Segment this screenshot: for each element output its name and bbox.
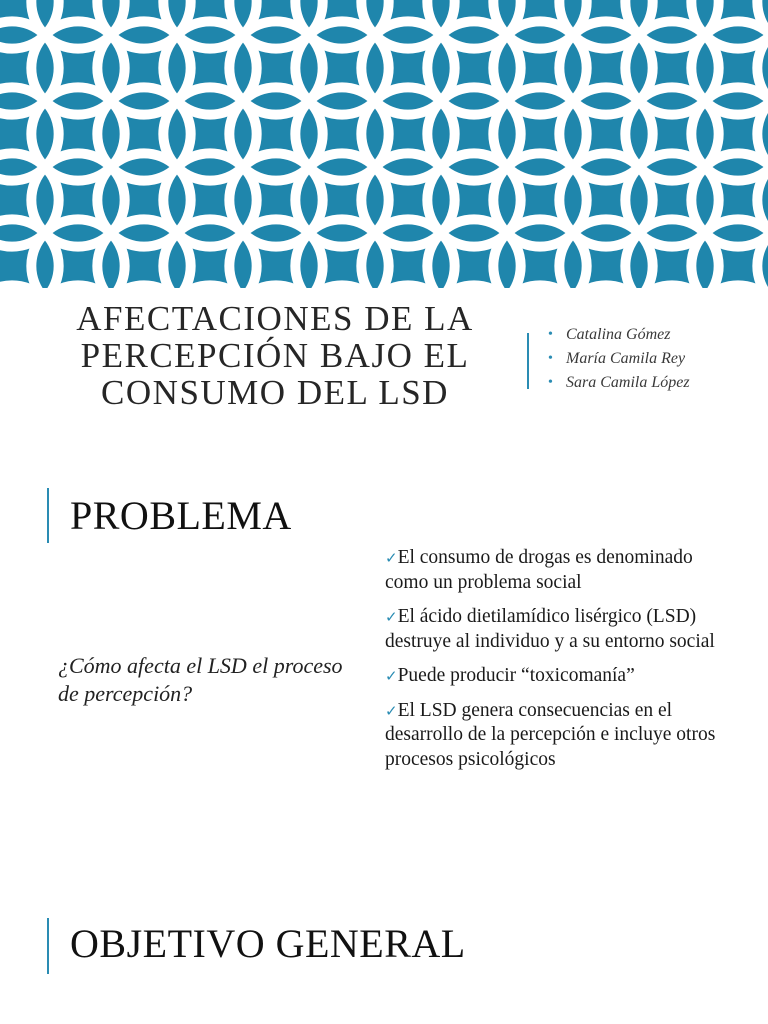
problema-heading: PROBLEMA	[70, 493, 292, 538]
check-mark-icon: ✓	[385, 608, 398, 626]
bullet-dot-icon: •	[548, 375, 553, 390]
author-item: • Sara Camila López	[548, 371, 690, 395]
author-item: • Catalina Gómez	[548, 323, 690, 347]
problema-heading-accent	[47, 488, 49, 543]
check-mark-icon: ✓	[385, 701, 398, 720]
problem-point: ✓Puede producir “toxicomanía”	[385, 665, 635, 686]
problem-point: ✓El consumo de drogas es denominado como un problema social	[385, 547, 693, 593]
title-divider	[527, 333, 529, 389]
problem-point: ✓El ácido dietilamídico lisérgico (LSD) destruye al individuo y a su entorno social	[385, 606, 715, 652]
check-mark-icon: ✓	[385, 549, 398, 567]
problem-point: ✓El LSD genera consecuencias en el desarrollo de la percepción e incluye otros procesos psicológicos	[385, 699, 716, 770]
objetivo-heading: OBJETIVO GENERAL	[70, 921, 466, 966]
author-item: • María Camila Rey	[548, 347, 690, 371]
check-mark-icon: ✓	[385, 667, 398, 685]
bullet-dot-icon: •	[548, 351, 553, 366]
bullet-dot-icon: •	[548, 327, 553, 342]
slide-title	[40, 300, 510, 411]
objetivo-heading-accent	[47, 918, 49, 974]
research-question: ¿Cómo afecta el LSD el proceso de percepción?	[58, 653, 343, 706]
title-line-2: PERCEPCIÓN BAJO EL	[80, 336, 470, 375]
author-list	[548, 323, 690, 395]
decorative-pattern-banner	[0, 0, 768, 288]
problem-points-list	[385, 546, 735, 782]
title-line-3: CONSUMO DEL LSD	[101, 373, 449, 412]
title-line-1: AFECTACIONES DE LA	[76, 299, 474, 338]
